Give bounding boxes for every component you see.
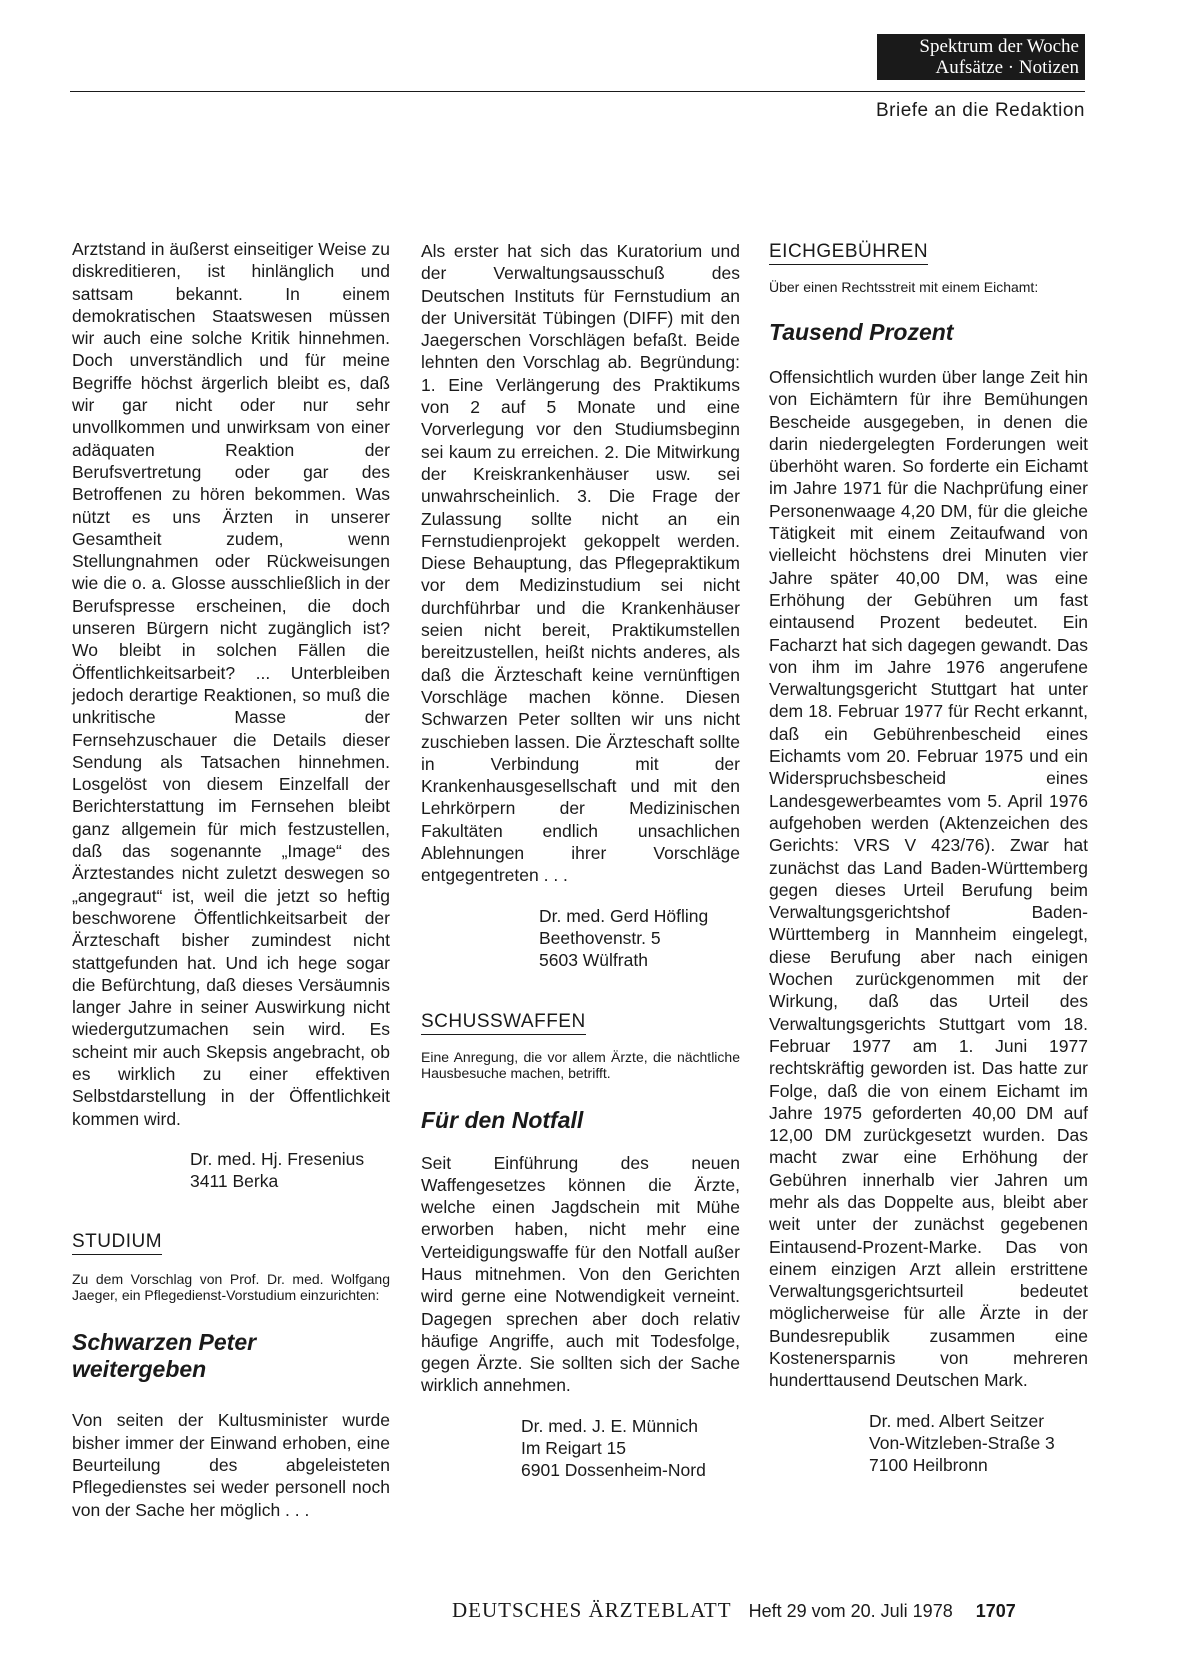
headline-tausend-prozent: Tausend Prozent — [769, 319, 954, 345]
article-studium-text: Von seiten der Kultusminister wurde bisher immer der Einwand erhoben, eine Beurteilung des abgeleisteten Pflegedienstes sei weder personell noch von der Sache her möglich . . . — [72, 1410, 390, 1520]
signature-line: Dr. med. Hj. Fresenius — [190, 1148, 365, 1169]
journal-name: DEUTSCHES ÄRZTEBLATT — [452, 1598, 732, 1622]
rubric-studium: STUDIUM — [72, 1231, 162, 1255]
header-rule — [70, 91, 1085, 92]
signature-line: Beethovenstr. 5 — [539, 927, 661, 948]
headline-notfall: Für den Notfall — [421, 1106, 584, 1133]
rubric-eichgebuehren-wrap — [769, 240, 1088, 265]
signature-line: 3411 Berka — [190, 1171, 279, 1192]
signature-line: Im Reigart 15 — [521, 1438, 627, 1459]
headline-line: Schwarzen Peter — [72, 1329, 257, 1356]
signature-line: Dr. med. Gerd Höfling — [539, 905, 709, 926]
rubric-schusswaffen-wrap — [421, 1010, 740, 1035]
section-label: Briefe an die Redaktion — [875, 100, 1085, 121]
article-schusswaffen-text: Seit Einführung des neuen Waffengesetzes können die Ärzte, welche einen Jagdschein mit Mühe erworben haben, nicht mehr eine Verteidigungswaffe für den Notfall außer Haus mitnehmen. Von den Gerichten wird gerne eine Notwendigkeit verneint. Dagegen sprechen aber doch relativ häufige Angriffe, auch mit Todesfolge, gegen Ärzte. Sie sollten sich der Sache wirklich annehmen. — [421, 1152, 740, 1396]
signature-line: 5603 Wülfrath — [539, 950, 648, 971]
column-2 — [421, 240, 740, 1482]
page-number: 1707 — [975, 1601, 1016, 1621]
signature-line: Von-Witzleben-Straße 3 — [869, 1432, 1055, 1453]
intro-studium: Zu dem Vorschlag von Prof. Dr. med. Wolfgang Jaeger, ein Pflegedienst-Vorstudium einzurichten: — [72, 1271, 390, 1304]
signature-line: Dr. med. J. E. Münnich — [521, 1415, 699, 1436]
rubric-schusswaffen: SCHUSSWAFFEN — [421, 1011, 586, 1035]
letter-fresenius-text: Arztstand in äußerst einseitiger Weise zu diskreditieren, ist hinlänglich und sattsam bekannt. In einem demokratischen Staatswesen müssen wir auch eine solche Kritik hinnehmen. Doch unverständlich und für meine Begriffe höchst ärgerlich bleibt es, daß wir gar nicht oder nur sehr unvollkommen und unwirksam von einer adäquaten Reaktion der Berufsvertretung oder gar des Betroffenen zu hören bekommen. Was nützt es uns Ärzten in unserer Gesamtheit zudem, wenn Stellungnahmen oder Rückweisungen wie die o. a. Glosse ausschließlich in der Berufspresse erscheinen, die doch unseren Bürgern nicht zugänglich ist? Wo bleibt in solchen Fällen die Öffentlichkeitsarbeit? ... Unterbleiben jedoch derartige Reaktionen, so muß die unkritische Masse der Fernsehzuschauer die Details dieser Sendung als Tatsachen hinnehmen. Losgelöst von diesem Einzelfall der Berichterstattung im Fernsehen bleibt ganz allgemein für mich festzustellen, daß das sogenannte „Image“ des Ärztestandes nicht zuletzt deswegen so „angegraut“ ist, weil die jetzt so heftig beschworene Öffentlichkeitsarbeit der Ärzteschaft bisher zumindest nicht stattgefunden hat. Und ich hege sogar die Befürchtung, daß dieses Versäumnis langer Jahre in seiner Auswirkung nicht wiedergutzumachen sein wird. Es scheint mir auch Skepsis angebracht, ob es wirklich zu einer effektiven Selbstdarstellung in der Öffentlichkeit kommen wird. — [72, 239, 390, 1129]
section-badge — [877, 34, 1085, 80]
signature-line: 6901 Dossenheim-Nord — [521, 1460, 706, 1481]
rubric-studium-wrap — [72, 1230, 390, 1255]
intro-schusswaffen: Eine Anregung, die vor allem Ärzte, die nächtliche Hausbesuche machen, betrifft. — [421, 1048, 740, 1081]
signature-seitzer — [869, 1410, 1088, 1477]
column-1 — [72, 238, 390, 1521]
article-studium-continued: Als erster hat sich das Kuratorium und der Verwaltungsausschuß des Deutschen Instituts für Fernstudium an der Universität Tübingen (DIFF) mit den Jaegerschen Vorschlägen befaßt. Beide lehnten den Vorschlag ab. Begründung: 1. Eine Verlängerung des Praktikums von 2 auf 5 Monate und eine Vorverlegung vor den Studiumsbeginn sei kaum zu erreichen. 2. Die Mitwirkung der Kreiskrankenhäuser usw. sei unwahrscheinlich. 3. Die Frage der Zulassung sollte nicht an ein Fernstudienprojekt gekoppelt werden. Diese Behauptung, das Pflegepraktikum vor dem Medizinstudium sei nicht durchführbar und die Krankenhäuser seien nicht bereit, Praktikumstellen bereitzustellen, heißt nichts anderes, als daß die Ärzteschaft keine vernünftigen Vorschläge machen könne. Diesen Schwarzen Peter sollten wir uns nicht zuschieben lassen. Die Ärzteschaft sollte in Verbindung mit der Krankenhausgesellschaft und mit den Lehrkörpern der Medizinischen Fakultäten endlich unsachlichen Ablehnungen ihrer Vorschläge entgegentreten . . . — [421, 241, 740, 886]
article-eichgebuehren-text: Offensichtlich wurden über lange Zeit hin von Eichämtern für ihre Bemühungen Bescheide ausgegeben, in denen die darin niedergelegten Forderungen weit überhöht waren. So forderte ein Eichamt im Jahre 1971 für die Nachprüfung einer Personenwaage 4,20 DM, für die gleiche Tätigkeit mit einem Zeitaufwand von vielleicht höchstens drei Minuten vier Jahre später 40,00 DM, was eine Erhöhung der Gebühren um fast eintausend Prozent bedeutet. Ein Facharzt hat sich dagegen gewandt. Das von ihm im Jahre 1976 angerufene Verwaltungsgericht Stuttgart hat unter dem 18. Februar 1977 für Recht erkannt, daß ein Gebührenbescheid eines Eichamts vom 20. Februar 1975 und ein Widerspruchsbescheid eines Landesgewerbeamtes vom 5. April 1976 aufgehoben werden (Aktenzeichen des Gerichts: VRS V 423/76). Zwar hat zunächst das Land Baden-Württemberg gegen dieses Urteil Berufung beim Verwaltungsgerichtshof Baden-Württemberg in Mannheim eingelegt, diese Berufung aber nach einigen Wochen zurückgenommen mit der Wirkung, daß das Urteil des Verwaltungsgerichts Stuttgart vom 18. Februar 1977 am 1. Juni 1977 rechtskräftig geworden ist. Das hatte zur Folge, daß die von einem Eichamt im Jahre 1975 geforderten 40,00 DM auf 12,00 DM zurückgesetzt wurden. Das macht zwar eine Erhöhung der Gebühren innerhalb vier Jahren um mehr als das Doppelte aus, bleibt aber weit unter der zunächst gegebenen Eintausend-Prozent-Marke. Das von einem einzigen Arzt allein erstrittene Verwaltungsgerichtsurteil bedeutet möglicherweise für alle Ärzte in der Bundesrepublik zusammen eine Kostenersparnis von mehreren hunderttausend Deutschen Mark. — [769, 367, 1088, 1391]
intro-eichgebuehren: Über einen Rechtsstreit mit einem Eichamt: — [769, 279, 1039, 295]
badge-line-2: Aufsätze · Notizen — [935, 57, 1079, 78]
signature-fresenius — [190, 1148, 390, 1193]
page-footer — [452, 1598, 1092, 1623]
issue-info: Heft 29 vom 20. Juli 1978 — [748, 1601, 953, 1621]
signature-line: 7100 Heilbronn — [869, 1455, 988, 1476]
headline-line: weitergeben — [72, 1356, 207, 1383]
column-3 — [769, 240, 1088, 1477]
headline-schwarzen-peter — [72, 1329, 390, 1383]
rubric-eichgebuehren: EICHGEBÜHREN — [769, 241, 928, 265]
signature-hoefling — [539, 905, 740, 972]
signature-muennich — [521, 1415, 740, 1482]
badge-line-1: Spektrum der Woche — [919, 36, 1079, 57]
signature-line: Dr. med. Albert Seitzer — [869, 1410, 1045, 1431]
